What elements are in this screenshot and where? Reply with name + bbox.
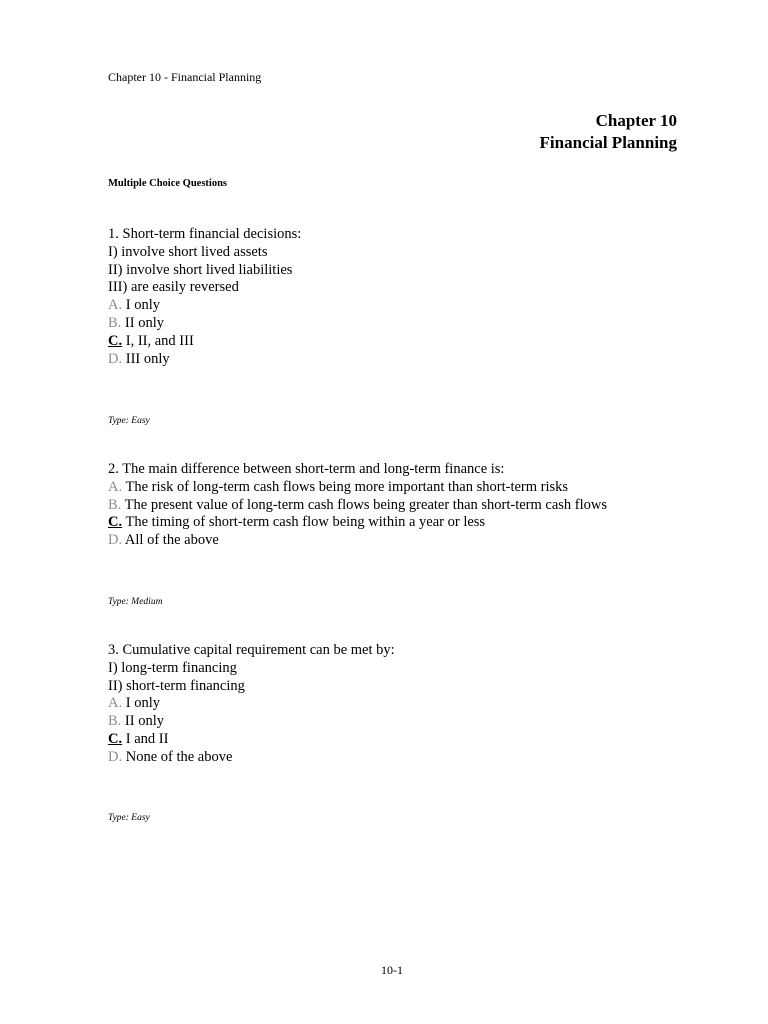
option-text: I and II	[122, 730, 169, 747]
option-text: I only	[122, 297, 160, 314]
answer-option-a	[108, 695, 395, 713]
correct-option-letter: C.	[108, 730, 123, 747]
question-statement: I) long-term financing	[108, 659, 237, 676]
answer-option-b	[108, 497, 607, 515]
question-stem: 3. Cumulative capital requirement can be met by:	[108, 642, 395, 658]
difficulty-label: Type: Medium	[108, 597, 163, 607]
option-text: I, II, and III	[122, 332, 194, 349]
option-letter: B.	[108, 496, 122, 513]
section-heading: Multiple Choice Questions	[108, 178, 228, 189]
correct-option-letter: C.	[108, 332, 123, 349]
option-letter: A.	[108, 297, 123, 314]
question-statement: II) short-term financing	[108, 677, 245, 694]
answer-option-a	[108, 479, 607, 497]
chapter-title	[540, 110, 677, 154]
question-statement: I) involve short lived assets	[108, 243, 268, 260]
chapter-number: Chapter 10	[595, 111, 677, 130]
answer-option-c	[108, 731, 395, 749]
chapter-name: Financial Planning	[539, 133, 677, 152]
question-statement: III) are easily reversed	[108, 279, 239, 296]
correct-option-letter: C.	[108, 514, 123, 531]
answer-option-c	[108, 514, 607, 532]
option-text: II only	[121, 314, 164, 331]
answer-option-a	[108, 297, 301, 315]
question-1	[108, 226, 301, 368]
option-text: The risk of long-term cash flows being more important than short-term risks	[122, 478, 569, 495]
running-header: Chapter 10 - Financial Planning	[108, 70, 262, 84]
option-letter: B.	[108, 314, 122, 331]
difficulty-label: Type: Easy	[108, 416, 150, 426]
question-3	[108, 642, 395, 767]
answer-option-b	[108, 713, 395, 731]
difficulty-label: Type: Easy	[108, 813, 150, 823]
option-text: None of the above	[122, 748, 233, 765]
answer-option-d	[108, 351, 301, 369]
option-text: All of the above	[122, 532, 219, 549]
option-text: The present value of long-term cash flows being greater than short-term cash flows	[121, 496, 608, 513]
option-text: The timing of short-term cash flow being within a year or less	[122, 514, 486, 531]
option-letter: D.	[108, 532, 123, 549]
option-letter: D.	[108, 748, 123, 765]
answer-option-c	[108, 333, 301, 351]
option-text: III only	[122, 350, 170, 367]
option-text: I only	[122, 695, 160, 712]
option-letter: B.	[108, 713, 122, 730]
answer-option-d	[108, 532, 607, 550]
answer-option-b	[108, 315, 301, 333]
option-text: II only	[121, 713, 164, 730]
question-stem: 2. The main difference between short-term and long-term finance is:	[108, 461, 505, 477]
question-2	[108, 461, 607, 550]
option-letter: A.	[108, 695, 123, 712]
question-stem: 1. Short-term financial decisions:	[108, 226, 302, 242]
answer-option-d	[108, 749, 395, 767]
option-letter: A.	[108, 478, 123, 495]
option-letter: D.	[108, 350, 123, 367]
page-number: 10-1	[381, 963, 403, 977]
question-statement: II) involve short lived liabilities	[108, 261, 293, 278]
